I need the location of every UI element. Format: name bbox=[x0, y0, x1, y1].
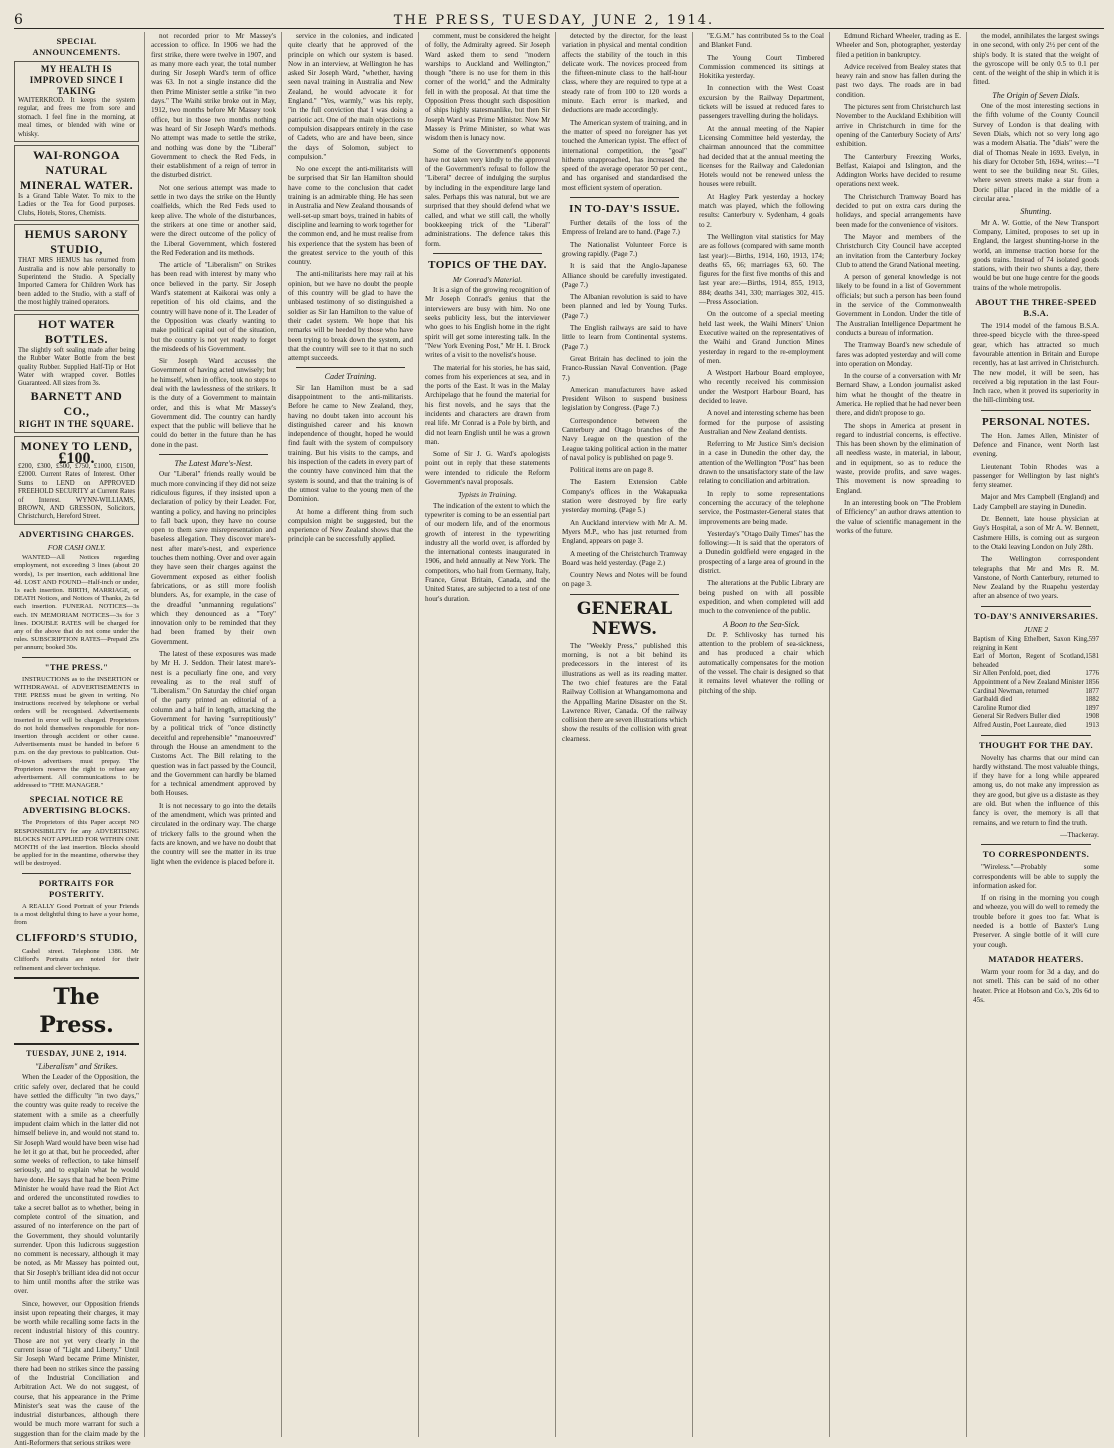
anniversary-row: Alfred Austin, Poet Laureate, died 1913 bbox=[973, 721, 1099, 729]
news-paragraph: The Wellington correspondent telegraphs that Mr and Mrs R. M. Vanstone, of North Canterbury, returned to New Zealand by the Ruapehu yesterday after an absence of two years. bbox=[973, 555, 1099, 601]
anniversary-row: Caroline Rumor died 1897 bbox=[973, 704, 1099, 712]
news-paragraph: The Christchurch Tramway Board has decided to put on extra cars during the holidays, and special arrangements have been made for the convenience of visitors. bbox=[836, 192, 961, 229]
paper-dateline: TUESDAY, JUNE 2, 1914. bbox=[26, 1048, 127, 1058]
article-paragraph: Not one serious attempt was made to settle in two days the strike on the Huntly coalfields, which the Red Feds used to keep alive. The whole of the disturbances, the strikers at one time or another said, were the direct outcome of the policy of the Liberal Government, which fostered the Red Federation and its methods. bbox=[151, 183, 276, 257]
news-paragraph: The Young Court Timbered Commission commenced its sittings at Hokitika yesterday. bbox=[699, 53, 824, 81]
thought-body: Novelty has charms that our mind can hardly withstand. The most valuable things, if they have for a long while appeared among us, do not make any impression as they are good, but give us a distaste as they are old. But when the influence of this fancy is over, the memory is all that remains, and we return to find the truth. bbox=[973, 753, 1099, 827]
news-paragraph: A Westport Harbour Board employee, who recently received his commission under the Westport Harbour Board, has decided to leave. bbox=[699, 369, 824, 405]
anniversary-row: Appointment of a New Zealand Minister 1856 bbox=[973, 679, 1099, 686]
article-paragraph: detected by the director, for the least variation in physical and mental condition affects the stability of the touch in this delicate work. The novices proceed from the fifteen-minute class to the half-hour class, where they are required to type at a steady rate of from 100 to 120 words a minute. Each error is marked, and deductions are made accordingly. bbox=[562, 32, 687, 115]
issue-item: Correspondence between the Canterbury and Otago branches of the Navy League on the question of the League taking political action in the matter of naval policy is published on page 9. bbox=[562, 416, 687, 462]
special-announcements-heading: SPECIAL ANNOUNCEMENTS. bbox=[32, 36, 121, 57]
news-paragraph: The pictures sent from Christchurch last November to the Auckland Exhibition will arrive in Christchurch in time for the opening of the Canterbury Society of Arts' exhibition. bbox=[836, 103, 961, 149]
clifford-studio-body: Cashel street. Telephone 1386. Mr Clifford's Portraits are noted for their refinement and clever technique. bbox=[14, 948, 139, 972]
issue-item: American manufacturers have asked President Wilson to suspend business legislation by Congress. (Page 7.) bbox=[562, 385, 687, 413]
news-paragraph: The shops in America at present in regard to industrial concerns, is effective. This has been shown by the elimination of all needless waste, in material, in labour, and in equipment, so as to reduce the waste, provide profits, and save wages. This movement is now spreading to England. bbox=[836, 421, 961, 495]
article-paragraph: comment, must be considered the height of folly, the Admiralty agreed. Sir Joseph Ward asked them to send "modern warships to Auckland and Wellington," though "there is no use for them in this corner of the world," and the Admiralty fell in with the proposal. At that time the Opposition Press thought such disposition of ships highly statesmanlike, but then Sir Joseph Ward was Prime Minister. Now Mr Massey is Prime Minister, so what was wisdom then is lunacy now. bbox=[425, 32, 550, 143]
news-paragraph: The 1914 model of the famous B.S.A. three-speed bicycle with the three-speed gear, which has attracted so much favourable attention in Britain and Europe recently, has at last arrived in Christchurch. The new model, it will be seen, has received a big reputation in the last Four-Inch race, when it proved its superiority in the hill-climbing test. bbox=[973, 322, 1099, 405]
conrad-subheading: Mr Conrad's Material. bbox=[452, 274, 523, 284]
issue-item: It is said that the Anglo-Japanese Alliance should be carefully investigated. (Page 7.) bbox=[562, 262, 687, 289]
news-paragraph: The Tramway Board's new schedule of fares was adopted yesterday and will come into operation on Monday. bbox=[836, 341, 961, 368]
news-paragraph: Lieutenant Tobin Rhodes was a passenger for Wellington by last night's ferry steamer. bbox=[973, 462, 1099, 490]
issue-item: The Eastern Extension Cable Company's offices in the Wakapuaka station were destroyed by fire early yesterday morning. (Page 5.) bbox=[562, 478, 687, 515]
in-todays-issue-heading: IN TO-DAY'S ISSUE. bbox=[569, 203, 680, 216]
article-paragraph: At home a different thing from such compulsion might be suggested, but the experience of New Zealand shows that the principle can be successfully applied. bbox=[288, 507, 413, 544]
columns bbox=[14, 32, 1104, 1448]
ad-barnett-title: BARNETT AND CO., bbox=[30, 388, 123, 418]
anniversary-row: Earl of Morton, Regent of Scotland, beheaded 1581 bbox=[973, 653, 1099, 669]
news-paragraph: Yesterday's "Otago Daily Times" has the following:—It is said that the operators of a Dunedin goldfield were engaged in the prospecting of a large area of ground in the district. bbox=[699, 529, 824, 576]
correspondents-heading: TO CORRESPONDENTS. bbox=[982, 849, 1090, 860]
portraits-heading: PORTRAITS FOR POSTERITY. bbox=[38, 877, 115, 899]
ad-health-title: MY HEALTH IS IMPROVED SINCE I TAKING bbox=[29, 64, 124, 96]
ad-health-body: WAITERKROD. It keeps the system regular, and frees me from sore and stomach. I feel fine in the morning, at meal times, or blended with wine or whisky. bbox=[18, 97, 135, 138]
news-paragraph: Dr. P. Schlivosky has turned his attention to the problem of sea-sickness, and has produced a chair which automatically compensates for the motion of the vessel. The chair is designed so that it remains level whatever the rolling or pitching of the ship. bbox=[699, 630, 824, 695]
news-paragraph: At Hagley Park yesterday a hockey match was played, which the following results: Canterbury v. Sydenham, 4 goals to 2. bbox=[699, 192, 824, 229]
article-paragraph: The anti-militarists here may rail at his opinion, but we have no doubt the people of this country will be glad to have the unbiased testimony of so distinguished a soldier as Sir Ian Hamilton to the value of their cadet system. We hope that his remarks will be heeded by those who have been trying to break down the system, and that the country will see to it that no such attempt succeeds. bbox=[288, 270, 413, 363]
article-paragraph: Some of Sir J. G. Ward's apologists point out in reply that these statements were intended to ridicule the Reform Government's naval proposals. bbox=[425, 450, 550, 487]
issue-item: The Albanian revolution is said to have been planned and led by Young Turks. (Page 7.) bbox=[562, 293, 687, 320]
article-paragraph: The indication of the extent to which the typewriter is coming to be an essential part of our modern life, and of the enormous growth of interest in the typewriting industry all the world over, is afforded by the international contests inaugurated in 1906, and held annually at New York. The competitors, who hail from Germany, Italy, France, Great Britain, Canada, and the United States, are subjected to a test of one hour's duration. bbox=[425, 501, 550, 603]
ad-money-title: MONEY TO LEND, bbox=[20, 438, 133, 453]
article-paragraph: Sir Ian Hamilton must be a sad disappointment to the anti-militarists. Before he came to New Zealand, they, having no doubt taken into account his distinguished career and his known independence of thought, hoped he would find fault with the system of compulsory training. But his visits to the camps, and his inspection of the cadets in every part of the country have convinced him that the system is sound, and that the training is of the utmost value to the young men of the Dominion. bbox=[288, 383, 413, 504]
topics-of-the-day-heading: TOPICS OF THE DAY. bbox=[428, 258, 547, 271]
news-paragraph: In the course of a conversation with Mr Bernard Shaw, a London journalist asked him what he thought of the theatre in America. He replied that he had never been there, and didn't propose to go. bbox=[836, 372, 961, 418]
leader-paragraph: When the Leader of the Opposition, the critic safely over, declared that he could have settled the difficulty "in two days," the country was quite ready to receive the statement with a smile as a cheerfully impudent claim which in the latter did not himself believe in, and would not stand to. Sir Joseph Ward would have been wise had he let it go at that, but he proceeded, after some weeks of reflection, to take himself seriously, and to explain what he would have done. He says that had he been Prime Minister he would have read the Riot Act and ordered the unconstituted rowdies to take a secret ballot as to whether, being in complete control of the situation, and assured of no interference on the part of the Government, they should voluntarily surrender. Upon this ludicrous suggestion no comment is necessary, although it may be noted, as Mr Massey has pointed out, that Sir Joseph's brilliant idea did not occur to him until months after the strike was over. bbox=[14, 1073, 139, 1296]
news-paragraph: The Mayor and members of the Christchurch City Council have accepted an invitation from the Canterbury Jockey Club to attend the Grand National meeting. bbox=[836, 232, 961, 269]
ad-wai-rongoa-title: WAI-RONGOA NATURAL MINERAL WATER. bbox=[19, 148, 134, 193]
leader-paragraph: Since, however, our Opposition friends insist upon repeating their charges, it may be worth while recalling some facts in the recent industrial history of this country. Those are not yet very clearly in the current issue of "Light and Liberty." Until Sir Joseph Ward became Prime Minister, there had been no strikes since the passing of the Industrial Conciliation and Arbitration Act. We do not suggest, of course, that his appearance in the Prime Minister's seat was the cause of the industrial disturbances, although there would be much more warrant for such a suggestion than for the claim made by the Anti-Reformers that serious strikes were bbox=[14, 1299, 139, 1448]
page-number: 6 bbox=[14, 12, 24, 28]
mares-nest-heading: The Latest Mare's-Nest. bbox=[174, 459, 253, 469]
news-paragraph: Major and Mrs Campbell (England) and Lady Campbell are staying in Dunedin. bbox=[973, 493, 1099, 511]
column-3 bbox=[288, 32, 419, 1437]
issue-item: Political items are on page 8. bbox=[570, 466, 654, 475]
article-paragraph: not recorded prior to Mr Massey's accession to office. In 1906 we had the first strike, there were twelve in 1907, and as many more each year, the total number during Sir Joseph Ward's term of office was 63. In not a single instance did the then Prime Minister settle a strike "in two days." The Waihi strike broke out in May, 1912, two months before Mr Massey took office, but in those two months nothing was heard of Sir Joseph Ward's methods. No attempt was made to settle the strike, and nothing was done by the "Liberal" Government to check the Red Feds, in their establishment of a reign of terror in the disturbed district. bbox=[151, 32, 276, 180]
shunting-heading: Shunting. bbox=[1020, 207, 1052, 217]
news-paragraph: Advice received from Bealey states that heavy rain and snow has fallen during the past two days. The roads are in bad condition. bbox=[836, 62, 961, 99]
sea-sick-heading: A Boon to the Sea-Sick. bbox=[723, 619, 800, 629]
news-paragraph: The Hon. James Allen, Minister of Defence and Finance, went North last evening. bbox=[973, 431, 1099, 459]
matador-heading: MATADOR HEATERS. bbox=[988, 953, 1084, 964]
article-paragraph: No one except the anti-militarists will be surprised that Sir Ian Hamilton should have come to the conclusion that cadet training is an admirable thing. He has seen in Australia and New Zealand thousands of well-set-up smart boys, trained in habits of discipline and learning to work together for the common end, and he must realise from his experience that the system has been of the greatest service to the youth of this country. bbox=[288, 165, 413, 267]
news-paragraph: In reply to some representations concerning the accuracy of the telephone service, the Postmaster-General states that improvements are being made. bbox=[699, 489, 824, 526]
advertising-charges-sub: FOR CASH ONLY. bbox=[47, 542, 106, 552]
article-paragraph: Some of the Government's opponents have not taken very kindly to the approval of the Government's refusal to follow the "Liberal" decree of indulging the surplus by including in the expenditure large land sales. Perhaps this was natural, but we are surprised that they should defend what we called, and what we still call, the wholly bookkeeping trick of the "Liberal" administrations. The defence takes this form. bbox=[425, 146, 550, 248]
ad-health bbox=[14, 61, 139, 142]
ad-hemus-body: THAT MRS HEMUS has returned from Australia and is now able personally to Superintend the Studio. A Specially Imported Camera for Children Work has been added to the Studio, with a staff of the most highly trained operators. bbox=[18, 257, 135, 307]
anniversaries-heading: TO-DAY'S ANNIVERSARIES. bbox=[973, 610, 1099, 621]
news-paragraph: At the annual meeting of the Napier Licensing Committee held yesterday, the chairman announced that the committee had decided that at the annual meeting the licenses for the Railway and Caledonian Hotels would not be renewed unless the houses were rebuilt. bbox=[699, 124, 824, 189]
ad-hot-water-bottles bbox=[14, 314, 139, 433]
advertising-charges-body: WANTED—All Notices regarding employment, not exceeding 3 lines (about 20 words), 1s per insertion, each additional line 4d. LOST AND FOUND—Half-inch or under, 1s each insertion. BIRTH, MARRIAGE, or DEATH Notices, and Notices of Thanks, 2s 6d each insertion. FUNERAL NOTICES—3s each. IN MEMORIAM NOTICES—3s for 3 lines. DOUBLE RATES will be charged for any of the above that do not come under the rules. SUBSCRIPTION RATES—Prepaid 25s per annum; booked 30s. bbox=[14, 554, 139, 652]
cadet-training-heading: Cadet Training. bbox=[324, 372, 377, 382]
column-1 bbox=[14, 32, 145, 1448]
ad-bottles-body: The slightly soft sealing made after being the Rubber Water Bottle from the best quality Rubber. Supplied Half-Tip or Hot Water with wrapped cover. Bottles Guaranteed. All sizes from 3s. bbox=[18, 346, 135, 388]
article-paragraph: Our "Liberal" friends really would be much more convincing if they did not seize ridiculous figures, if they insisted upon a declaration of policy by their Leader. For, wanting a policy, and having no principles to fall back upon, they have no course open to them save misrepresentation and baseless allegation. They discover mare's-nest after mare's-nest, and experience touches them nothing. Over and over again they have seen their charges against the Government exposed as either foolish fabrications, or as still more foolish blunders. As, for example, in the case of the dreadful "unmanning regulations" which they denounced as a "Tory" innovation only to be reminded that they had been framed by their own Government. bbox=[151, 470, 276, 646]
news-paragraph: In an interesting book on "The Problem of Efficiency" an author draws attention to the value of scientific management in the works of the future. bbox=[836, 498, 961, 535]
news-paragraph: the model, annihilates the largest swings in one second, with only 2½ per cent of the ship's body. It is stated that the weight of the gyroscope will be only 0.5 to 0.1 per cent. of the weight of the ship in which it is fitted. bbox=[973, 32, 1099, 87]
news-paragraph: Warm your room for 3d a day, and do not smell. This can be said of no other heater. Price at Hobson and Co.'s, 20s 6d to 45s. bbox=[973, 967, 1099, 1004]
special-notice-body: The Proprietors of this Paper accept NO RESPONSIBILITY for any ADVERTISING BLOCKS NOT APPLIED FOR WITHIN ONE MONTH of the last insertion. Blocks should be applied for in the meantime, otherwise they will be destroyed. bbox=[14, 819, 139, 868]
article-paragraph: It is not necessary to go into the details of the amendment, which was printed and circulated in the ordinary way. The charge of trickery falls to the ground when the facts are known, and we have no doubt that the country will see the matter in its true light when the evidence is placed before it. bbox=[151, 801, 276, 866]
column-8 bbox=[973, 32, 1104, 1437]
ad-wai-rongoa bbox=[14, 145, 139, 221]
ad-hemus-title: HEMUS SARONY STUDIO, bbox=[24, 227, 129, 257]
article-paragraph: The "Weekly Press," published this morning, is not a bit behind its predecessors in the interest of its illustrations as well as its reading matter. The two chief features are the Fatal Railway Collision at Whangamomona and the Appalling Marine Disaster on the St. Lawrence River, Canada. Of the railway collision there are seven illustrations which show the results of the collision with great clearness. bbox=[562, 641, 687, 743]
issue-item: An Auckland interview with Mr A. M. Myers M.P., who has just returned from England, appears on page 3. bbox=[562, 518, 687, 546]
personal-notes-heading: PERSONAL NOTES. bbox=[981, 415, 1091, 428]
news-paragraph: In connection with the West Coast excursion by the Railway Department, tickets will be issued at reduced fares to passengers travelling during the holidays. bbox=[699, 84, 824, 121]
news-paragraph: A novel and interesting scheme has been formed for the purpose of assisting Australian and New Zealand dentists. bbox=[699, 409, 824, 436]
anniversary-row: Garibaldi died 1882 bbox=[973, 696, 1099, 704]
advertising-charges-heading: ADVERTISING CHARGES. bbox=[18, 528, 135, 539]
typists-subheading: Typists in Training. bbox=[458, 490, 517, 500]
anniversary-row: General Sir Redvers Buller died 1908 bbox=[973, 713, 1099, 721]
ad-money-body: £200, £300, £500, £750, £1000, £1500, £2000. Current Rates of Interest. Other Sums to LEND on APPROVED FREEHOLD SECURITY at Current Rates of Interest. WYNN-WILLIAMS, BROWN, AND GRESSON, Solicitors, Christchurch, Hereford Street. bbox=[18, 463, 135, 521]
anniversary-row: Sir Allen Penfold, poet, died 1776 bbox=[973, 670, 1099, 678]
news-paragraph: The Wellington vital statistics for May are as follows (compared with same month last year):—Births, 1914, 160, 1913, 174; deaths 65, 66; marriages 63, 60. The figures for the first five months of this and last year are:—Births, 1914, 855, 1913, 884; deaths 341, 330; marriages 302, 415.—Press Association. bbox=[699, 232, 824, 307]
ad-wai-rongoa-body: Is a Grand Table Water. To mix to the Ladies or the Tea for Good purposes. Clubs, Hotels, Stores, Chemists. bbox=[18, 193, 135, 217]
column-4 bbox=[425, 32, 556, 1437]
ad-money-to-lend bbox=[14, 436, 139, 525]
issue-item: Country News and Notes will be found on page 3. bbox=[562, 571, 687, 589]
seven-dials-heading: The Origin of Seven Dials. bbox=[992, 90, 1080, 100]
bsa-heading: ABOUT THE THREE-SPEED B.S.A. bbox=[975, 297, 1097, 319]
ad-bottles-title: HOT WATER BOTTLES. bbox=[38, 316, 115, 346]
news-paragraph: Referring to Mr Justice Sim's decision in a case in Dunedin the other day, the attention of the Wellington "Post" has been drawn to the unsatisfactory state of the law relating to conciliation and arbitration. bbox=[699, 440, 824, 486]
ad-hemus-studio bbox=[14, 224, 139, 310]
the-press-notice-body: INSTRUCTIONS as to the INSERTION or WITHDRAWAL of ADVERTISEMENTS in THE PRESS must be given in writing. No instructions received by telephone or verbal orders will be recognised. Advertisements inserted in error will be charged. Proprietors do not hold themselves responsible for non-insertion through accident or other cause. Advertisements must be handed in before 6 p.m. on the day previous to publication. Out-of-town advertisers must prepay. The Proprietors reserve the right to refuse any advertisement. All communications to be addressed to "THE MANAGER." bbox=[14, 675, 139, 790]
issue-item: A meeting of the Christchurch Tramway Board was held yesterday. (Page 2.) bbox=[562, 549, 687, 567]
article-paragraph: The American system of training, and in the matter of speed no foreigner has yet touched the American typist. The effect of international competition, the "goal" hitherto unapproached, has increased the speed of the average operator 50 per cent., and has organised and standardised the most efficient system of operation. bbox=[562, 118, 687, 192]
news-paragraph: Dr. Bennett, late house physician at Guy's Hospital, a son of Mr A. W. Bennett, Cashmere Hills, is coming out as surgeon to the Otaki leaving London on July 28th. bbox=[973, 515, 1099, 551]
article-paragraph: service in the colonies, and indicated quite clearly that he approved of the principle on which our system is based. Now in an interview, at Wellington he has asked Sir Joseph Ward, "whether, having seen naval training in Australia and New Zealand, he would advocate it for England." "Yes, warmly," was his reply, "in the full conviction that I was doing a patriotic act. One of the main objections to compulsion disappears entirely in the case of Cadets, who are and have been, since the days of Solomon, subject to compulsion." bbox=[288, 32, 413, 161]
article-paragraph: It is a sign of the growing recognition of Mr Joseph Conrad's genius that the interviewers are busy with him. No one seeks publicity less, but the interviewer who goes to his English home in the right spirit will get some interesting talk. In the "New York Evening Post," Mr H. I. Brock writes of a visit to the novelist's house. bbox=[425, 286, 550, 360]
ad-barnett-sub: RIGHT IN THE SQUARE. bbox=[18, 418, 135, 429]
special-notice-heading: SPECIAL NOTICE RE ADVERTISING BLOCKS. bbox=[22, 794, 131, 816]
article-paragraph: Sir Joseph Ward accuses the Government of having acted unwisely; but he himself, when in office, took no steps to deal with the lawlessness of the strikers. It is the duty of a Government to maintain order, and this is what Mr Massey's Government did. The country can hardly expect that the public will believe that he could do better in the future than he has done in the past. bbox=[151, 357, 276, 449]
news-paragraph: On the outcome of a special meeting held last week, the Waihi Miners' Union Executive waited on the representatives of the Waihi and Grand Junction Mines yesterday in regard to the re-employment of men. bbox=[699, 310, 824, 365]
anniversaries-date: JUNE 2 bbox=[1023, 624, 1049, 634]
masthead bbox=[14, 6, 1104, 29]
paper-nameplate: The Press. bbox=[39, 983, 114, 1038]
issue-item: Great Britain has declined to join the Franco-Russian Naval Convention. (Page 7.) bbox=[562, 354, 687, 382]
column-6 bbox=[699, 32, 830, 1437]
news-paragraph: If on rising in the morning you cough and wheeze, you will do well to remedy the trouble before it goes too far. What is needed is a bottle of Baxter's Lung Preserver. A single bottle of it will cure your cough. bbox=[973, 894, 1099, 949]
news-paragraph: Mr A. W. Gottie, of the New Transport Company, Limited, proposes to set up in England, the largest shunting-horse in the world, an immense traction horse for the goods trains. Instead of 74 isolated goods stations, with their two shunts a day, there would be but one huge centre for the goods trains of the whole metropolis. bbox=[973, 218, 1099, 292]
news-paragraph: Edmund Richard Wheeler, trading as E. Wheeler and Son, photographer, yesterday filed a petition in bankruptcy. bbox=[836, 32, 961, 59]
column-2 bbox=[151, 32, 282, 1437]
masthead-title: THE PRESS, TUESDAY, JUNE 2, 1914. bbox=[393, 13, 715, 28]
news-paragraph: "E.G.M." has contributed 5s to the Coal and Blanket Fund. bbox=[699, 32, 824, 50]
leader-title: "Liberalism" and Strikes. bbox=[34, 1062, 119, 1072]
anniversary-row: Cardinal Newman, returned 1877 bbox=[973, 687, 1099, 695]
issue-item: The Nationalist Volunteer Force is growing rapidly. (Page 7.) bbox=[562, 240, 687, 258]
news-paragraph: The alterations at the Public Library are being pushed on with all possible expedition, and when completed will add much to the convenience of the public. bbox=[699, 579, 824, 616]
article-paragraph: The latest of these exposures was made by Mr H. J. Seddon. Their latest mare's-nest is a peculiarly fine one, and very revealing as to the real stuff of "Liberalism." On Saturday the chief organ of the party printed an editorial of a column and a half in length, attacking the Government for having "surreptitiously" by a political trick of "once distinctly deceitful and reprehensible" "manoeuvred" through the House an amendment to the Customs Act. The Bill relating to the question was in fact passed by the Council, and the Government can hardly be blamed for a technical amendment approved by both Houses. bbox=[151, 650, 276, 798]
column-7 bbox=[836, 32, 967, 1437]
portraits-body: A REALLY Good Portrait of your Friends is a most delightful thing to have a your home, from bbox=[14, 902, 139, 927]
correspondents-body: "Wireless."—Probably some correspondents will be able to supply the information asked for. bbox=[973, 863, 1099, 890]
news-paragraph: A person of general knowledge is not likely to be found in a list of Government officials; but such a person has been found in the service of the Commonwealth Government in London. Under the title of The Australian Intelligence Department he conducts a bureau of information. bbox=[836, 273, 961, 337]
anniversary-row: Baptism of King Ethelbert, Saxon King, reigning in Kent 597 bbox=[973, 636, 1099, 652]
ad-money-amount: £100. bbox=[58, 449, 95, 467]
article-paragraph: The article of "Liberalism" on Strikes has been read with interest by many who once believed in the party. Sir Joseph Ward's statement at Kaikorai was only a repetition of his old claims, and the country will have none of it. The Leader of the Opposition was clearly wanting to make political capital out of the situation, but the country is not yet ready to forget the misdeeds of his Government. bbox=[151, 261, 276, 353]
thought-author: —Thackeray. bbox=[1060, 830, 1099, 839]
issue-item: The English railways are said to have little to learn from Continental systems. (Page 7.) bbox=[562, 324, 687, 351]
issue-item: Further details of the loss of the Empress of Ireland are to hand. (Page 7.) bbox=[562, 219, 687, 237]
thought-heading: THOUGHT FOR THE DAY. bbox=[978, 739, 1093, 750]
column-5 bbox=[562, 32, 693, 1437]
clifford-studio-title: CLIFFORD'S STUDIO, bbox=[15, 932, 138, 945]
anniversaries-list bbox=[973, 636, 1099, 731]
the-press-notice-heading: "THE PRESS." bbox=[44, 661, 109, 672]
general-news-heading: GENERAL NEWS. bbox=[576, 598, 673, 639]
article-paragraph: The material for his stories, he has said, comes from his experiences at sea, and in the ports of the East. It was in the Malay Archipelago that he found the material for his first novels, and he says that the incidents and characters are drawn from real life. Mr Conrad is a Pole by birth, and did not learn English until he was a grown man. bbox=[425, 363, 550, 446]
news-paragraph: One of the most interesting sections in the fifth volume of the County Council Survey of London is that dealing with Seven Dials, which not so very long ago was a modern Alsatia. The "dials" were the dial of Thomas Neale in 1693. Evelyn, in his diary for October 5th, 1694, writes:—"I went to see the building near St. Giles, where seven streets make a star from a Doric pillar placed in the middle of a circular area." bbox=[973, 102, 1099, 204]
news-paragraph: The Canterbury Freezing Works, Belfast, Kaiapoi and Islington, and the Addington Works have decided to resume operations next week. bbox=[836, 152, 961, 189]
